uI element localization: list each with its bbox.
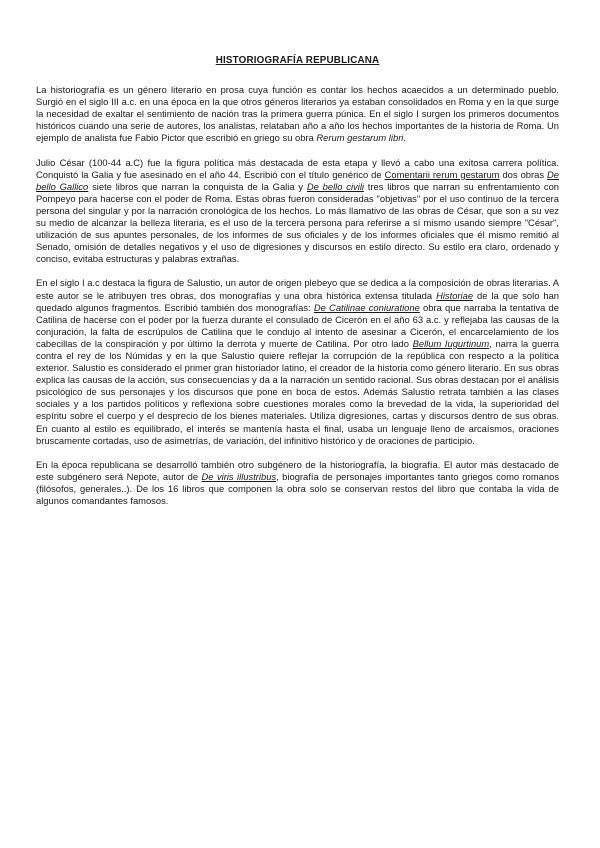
text-run: tres libros que narran su enfrentamiento con Pompeyo para hacerse con el poder de Roma. Estas obras fueron consideradas "objetivas" por el uso continuo de la tercera persona del singular y por la narración cronológica de los hechos. Lo más llamativo de las obras de César, que son a su vez su medio de alcanzar la belleza literaria, es el uso de la tercera persona para referirse a sí mismo usando siempre "César", utilización de sus apuntes personales, de los informes de sus oficiales y de los informes oficiales que él mismo remitió al Senado, omisión de detalles negativos y el uso de digresiones y discursos en estilo directo. Su estilo era claro, ordenado y conciso, evitaba estructuras y palabras extrañas. xyxy=(36,180,559,265)
document-page xyxy=(36,55,559,519)
work-title-de-bello-civili: De bello civili xyxy=(306,180,364,192)
work-title-de-bello-gallico: De bello Gallico xyxy=(36,168,559,192)
generic-title-comentarii: Comentarii rerum gestarum xyxy=(384,168,500,180)
paragraph-salustio xyxy=(36,277,559,446)
work-title-de-viris-illustribus: De viris illustribus xyxy=(201,470,277,482)
text-run: La historiografía es un género literario en prosa cuya función es contar los hechos acaecidos a un determinado pueblo. Surgió en el siglo III a.c. en una época en la que otros géneros literarios ya estaban consolidados en Roma y en la que surge la necesidad de exaltar el sentimiento de nación tras la primera guerra púnica. En el siglo I surgen los primeros documentos históricos cuando una serie de autores, los analistas, relataban año a año los hechos importantes de la historia de Roma. Un ejemplo de analista fue Fabio Pictor que escribió en griego su obra xyxy=(36,84,559,144)
work-title-de-catilinae-coniuratione: De Catilinae coniuratione xyxy=(313,301,420,313)
text-run: de la que solo han quedado algunos fragmentos. Escribió también dos monografías: xyxy=(36,289,560,313)
text-run: siete libros que narran la conquista de la Galia y xyxy=(88,180,307,192)
paragraph-historiography-intro xyxy=(36,84,559,144)
work-title-bellum-iugurtinum: Bellum Iugurtinum xyxy=(412,337,490,349)
text-run: , narra la guerra contra el rey de los Númidas y en la que Salustio quiere reflejar la corrupción de la república con respecto a la política exterior. Salustio es considerado el primer gran historiador latino, el creador de la historia como género literario. En sus obras explica las causas de la acción, sus consecuencias y da a la narración un sentido racional. Sus obras destacan por el análisis psicológico de sus personajes y los discursos que pone en boca de estos. Además Salustio retrata también a las clases sociales y a los partidos políticos y reflexiona sobre cuestiones morales como la brevedad de la vida, la superioridad del espíritu sobre el cuerpo y el desprecio de los bienes materiales. Utiliza digresiones, cartas y discursos dentro de sus obras. En cuanto al estilo es equilibrado, el interés se mantenía hasta el final, usaba un lenguaje lleno de arcaísmos, oraciones bruscamente cortadas, uso de asimetrías, de variación, del infinitivo histórico y de oraciones de participio. xyxy=(36,337,560,446)
text-run: dos obras xyxy=(499,168,548,180)
text-run: En el siglo I a.c destaca la figura de Salustio, un autor de origen plebeyo que se dedica a la composición de obras literarias. A este autor se le atribuyen tres obras, dos monografías y una obra histórica extensa titulada xyxy=(36,277,559,301)
text-run: , biografía de personajes importantes tanto griegos como romanos (filósofos, generales..). De los 16 libros que componen la obra solo se conservan restos del libro que contaba la vida de algunos comandantes famosos. xyxy=(36,470,560,506)
work-title-rerum-gestarum: Rerum gestarum libri xyxy=(316,132,404,144)
text-run: obra que narraba la tentativa de Catilina de hacerse con el poder por la fuerza durante el consulado de Cicerón en el año 63 a.c. y reflejaba las causas de la conjuración, la falta de escrúpulos de Catilina que le condujo al intento de asesinar a Cicerón, el encarcelamiento de los cabecillas de la conspiración y por último la derrota y muerte de Catilina. Por otro lado xyxy=(36,301,559,349)
paragraph-biografia xyxy=(36,459,559,507)
document-title: HISTORIOGRAFÍA REPUBLICANA xyxy=(215,55,380,66)
text-run: En la época republicana se desarrolló también otro subgénero de la historiografía, la biografía. El autor más destacado de este subgénero será Nepote, autor de xyxy=(36,458,559,482)
paragraph-julio-cesar xyxy=(36,157,559,266)
text-run: . xyxy=(403,132,407,144)
work-title-historiae: Historiae xyxy=(436,289,474,301)
text-run: Julio César (100-44 a.C) fue la figura política más destacada de esta etapa y llevó a cabo una exitosa carrera política. Conquistó la Galia y fue asesinado en el año 44. Escribió con el título genérico de xyxy=(36,156,559,180)
